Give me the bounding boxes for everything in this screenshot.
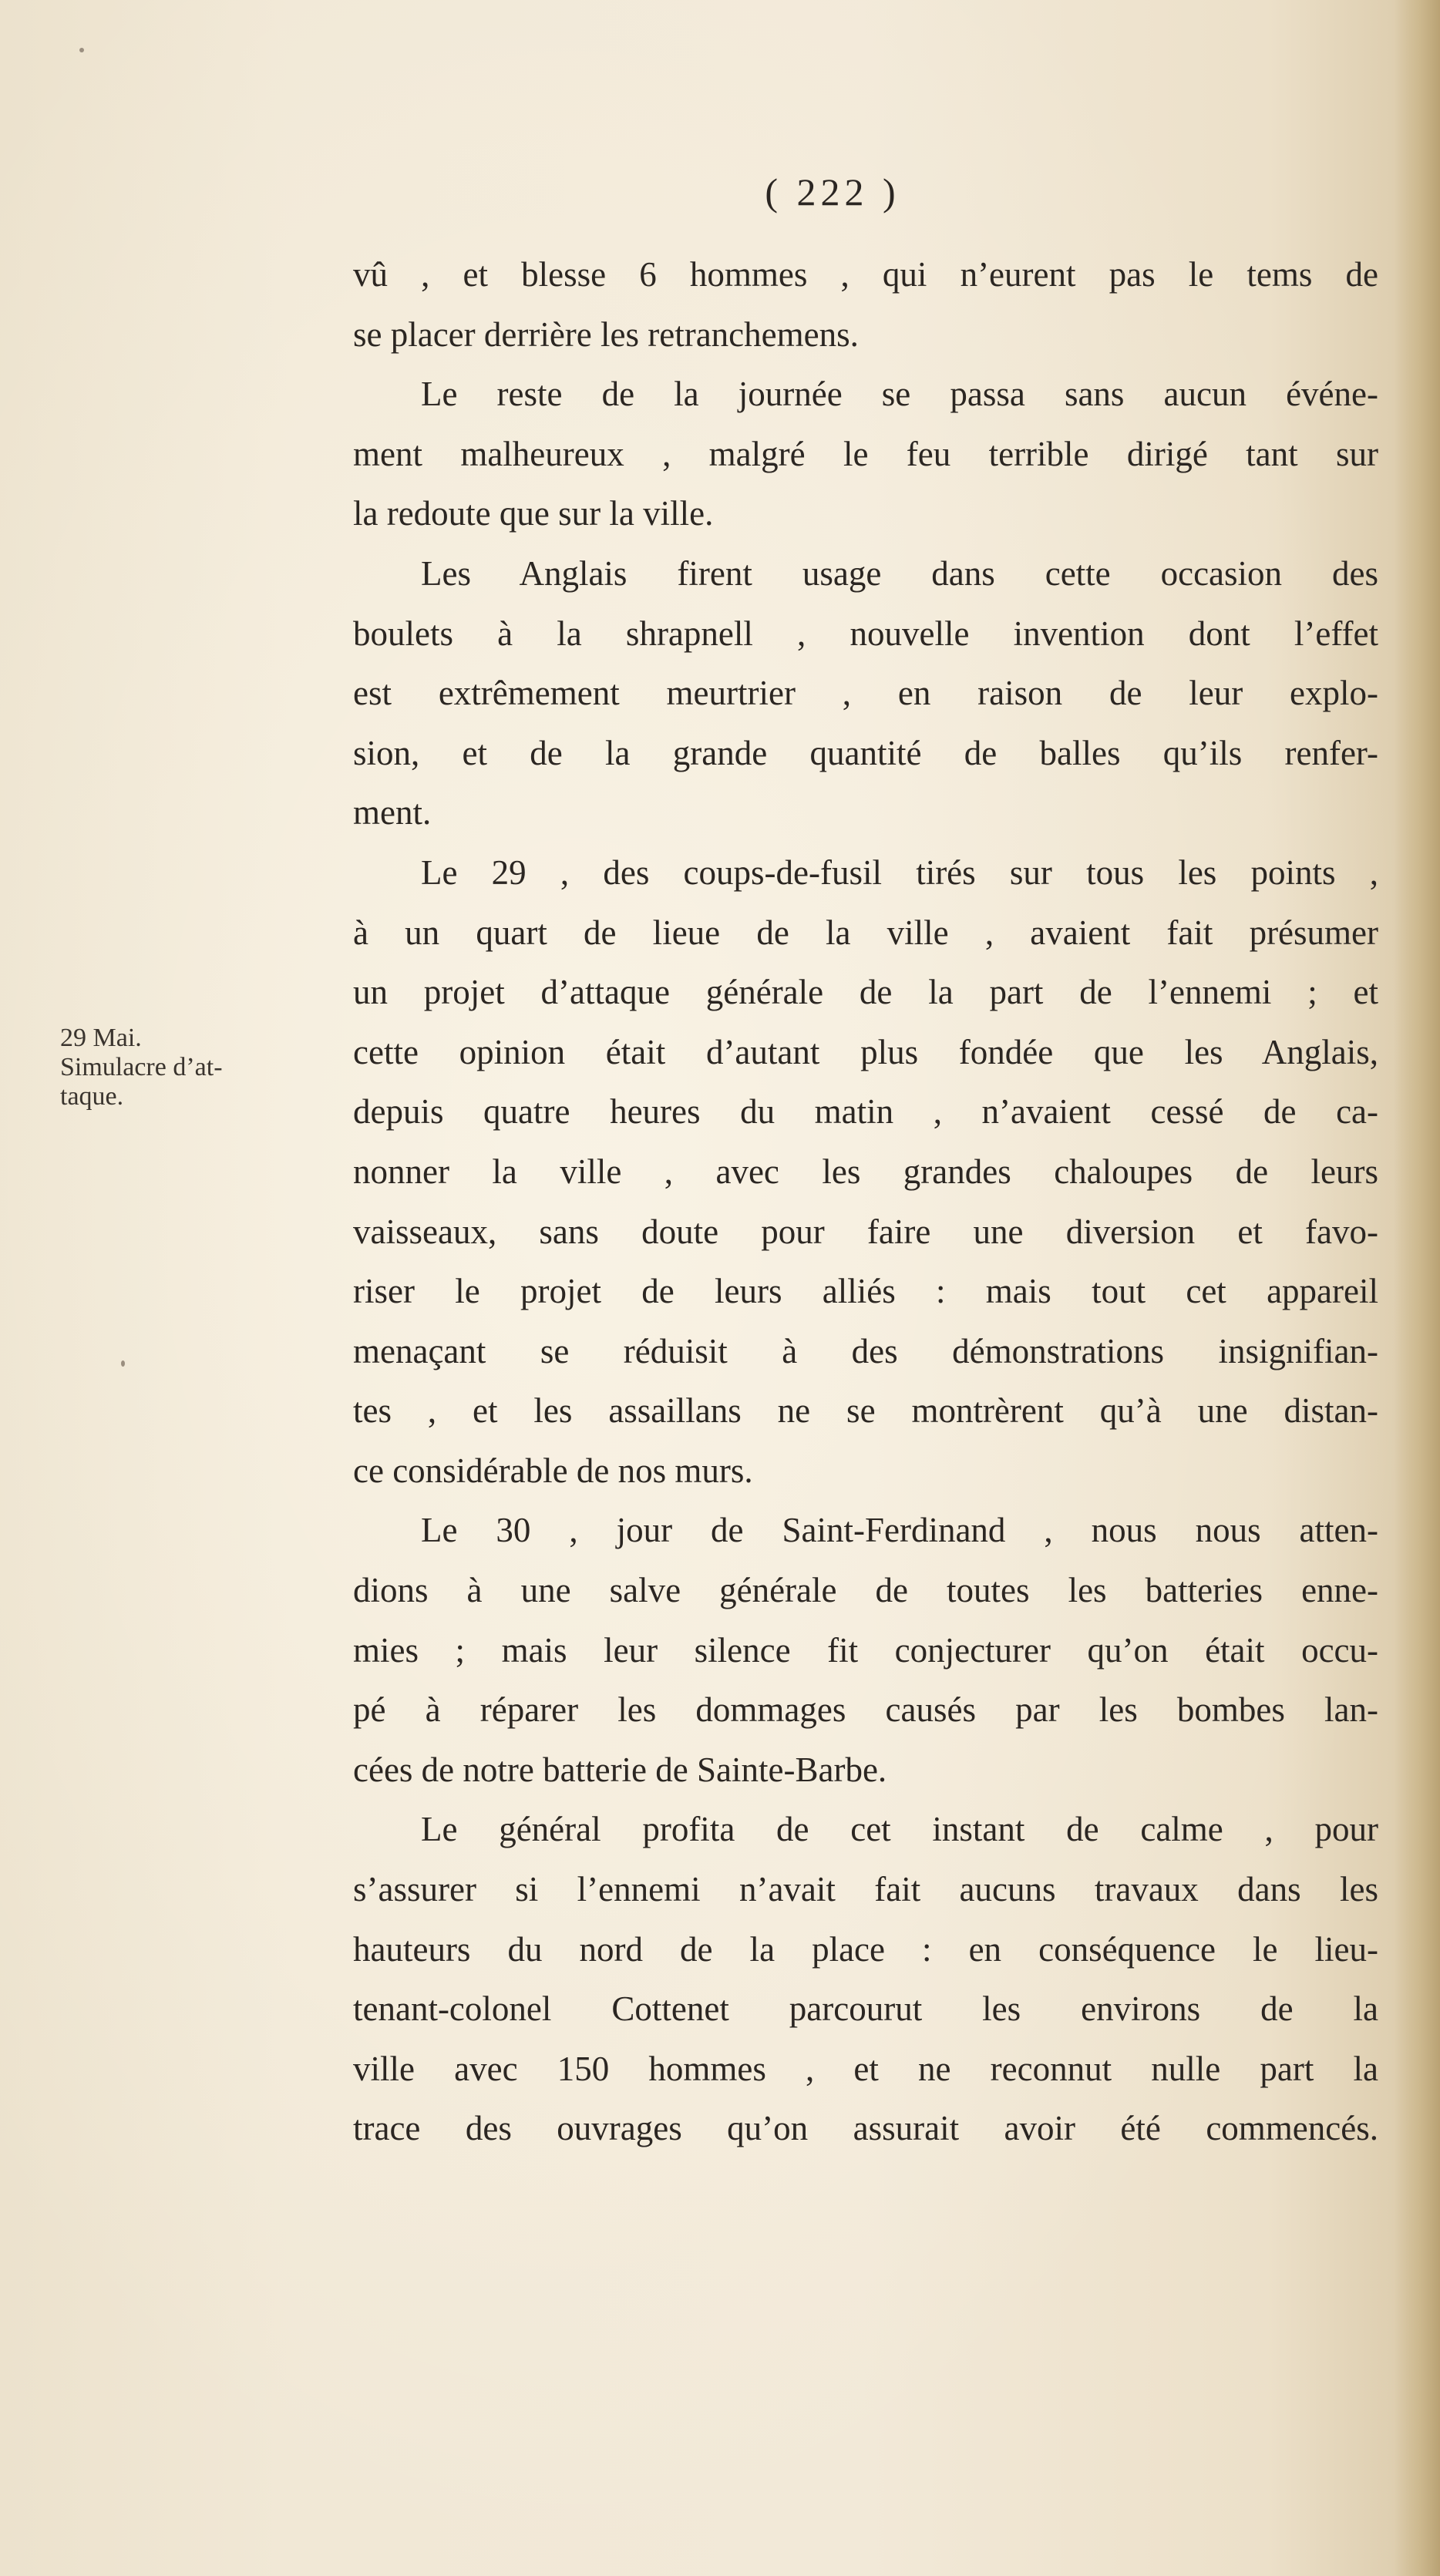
text-line: trace des ouvrages qu’on assurait avoir été commencés.	[353, 2109, 1378, 2148]
marginal-note-line: taque.	[60, 1082, 124, 1111]
text-line: est extrêmement meurtrier , en raison de leur explo-	[353, 674, 1378, 713]
text-line: la redoute que sur la ville.	[353, 494, 714, 533]
text-line: ce considérable de nos murs.	[353, 1451, 753, 1490]
paragraph-start-line: Le reste de la journée se passa sans aucun événe-	[421, 375, 1378, 414]
text-line: cées de notre batterie de Sainte-Barbe.	[353, 1750, 887, 1789]
text-line: tes , et les assaillans ne se montrèrent qu’à une distan-	[353, 1391, 1378, 1431]
text-line: ment malheureux , malgré le feu terrible dirigé tant sur	[353, 434, 1378, 473]
text-line: cette opinion était d’autant plus fondée que les Anglais,	[353, 1032, 1378, 1071]
text-line: dions à une salve générale de toutes les batteries enne-	[353, 1571, 1378, 1610]
paper-speck	[79, 48, 84, 52]
marginal-note	[60, 1024, 307, 1111]
text-line: depuis quatre heures du matin , n’avaient cessé de ca-	[353, 1092, 1378, 1132]
text-line: s’assurer si l’ennemi n’avait fait aucuns travaux dans les	[353, 1870, 1378, 1909]
paragraph-start-line: Le 29 , des coups-de-fusil tirés sur tous les points ,	[421, 853, 1378, 892]
text-line: pé à réparer les dommages causés par les bombes lan-	[353, 1690, 1378, 1730]
marginal-note-line: Simulacre d’at-	[60, 1053, 223, 1081]
text-line: sion, et de la grande quantité de balles qu’ils renfer-	[353, 733, 1378, 772]
text-line: mies ; mais leur silence fit conjecturer qu’on était occu-	[353, 1630, 1378, 1670]
body-text	[353, 245, 1378, 2159]
text-line: à un quart de lieue de la ville , avaient fait présumer	[353, 913, 1378, 952]
text-line: un projet d’attaque générale de la part de l’ennemi ; et	[353, 973, 1378, 1012]
text-line: boulets à la shrapnell , nouvelle invention dont l’effet	[353, 614, 1378, 653]
page-gutter-shadow	[1394, 0, 1440, 2576]
text-line: menaçant se réduisit à des démonstrations insignifian-	[353, 1331, 1378, 1370]
text-line: riser le projet de leurs alliés : mais tout cet appareil	[353, 1272, 1378, 1311]
marginal-note-date: 29 Mai.	[60, 1024, 142, 1052]
paragraph-start-line: Les Anglais firent usage dans cette occasion des	[421, 553, 1378, 593]
text-line: nonner la ville , avec les grandes chaloupes de leurs	[353, 1152, 1378, 1191]
text-line: ville avec 150 hommes , et ne reconnut nulle part la	[353, 2049, 1378, 2088]
page-number: ( 222 )	[765, 170, 900, 214]
text-line: vaisseaux, sans doute pour faire une diversion et favo-	[353, 1212, 1378, 1251]
text-line: tenant-colonel Cottenet parcourut les environs de la	[353, 1989, 1378, 2029]
paper-speck	[121, 1360, 125, 1367]
paragraph-start-line: Le général profita de cet instant de calme , pour	[421, 1810, 1378, 1849]
text-line: hauteurs du nord de la place : en conséquence le lieu-	[353, 1929, 1378, 1969]
text-line: se placer derrière les retranchemens.	[353, 314, 859, 354]
paragraph-start-line: Le 30 , jour de Saint-Ferdinand , nous nous atten-	[421, 1511, 1378, 1550]
text-line: ment.	[353, 793, 432, 832]
text-line: vû , et blesse 6 hommes , qui n’eurent pas le tems de	[353, 255, 1378, 294]
